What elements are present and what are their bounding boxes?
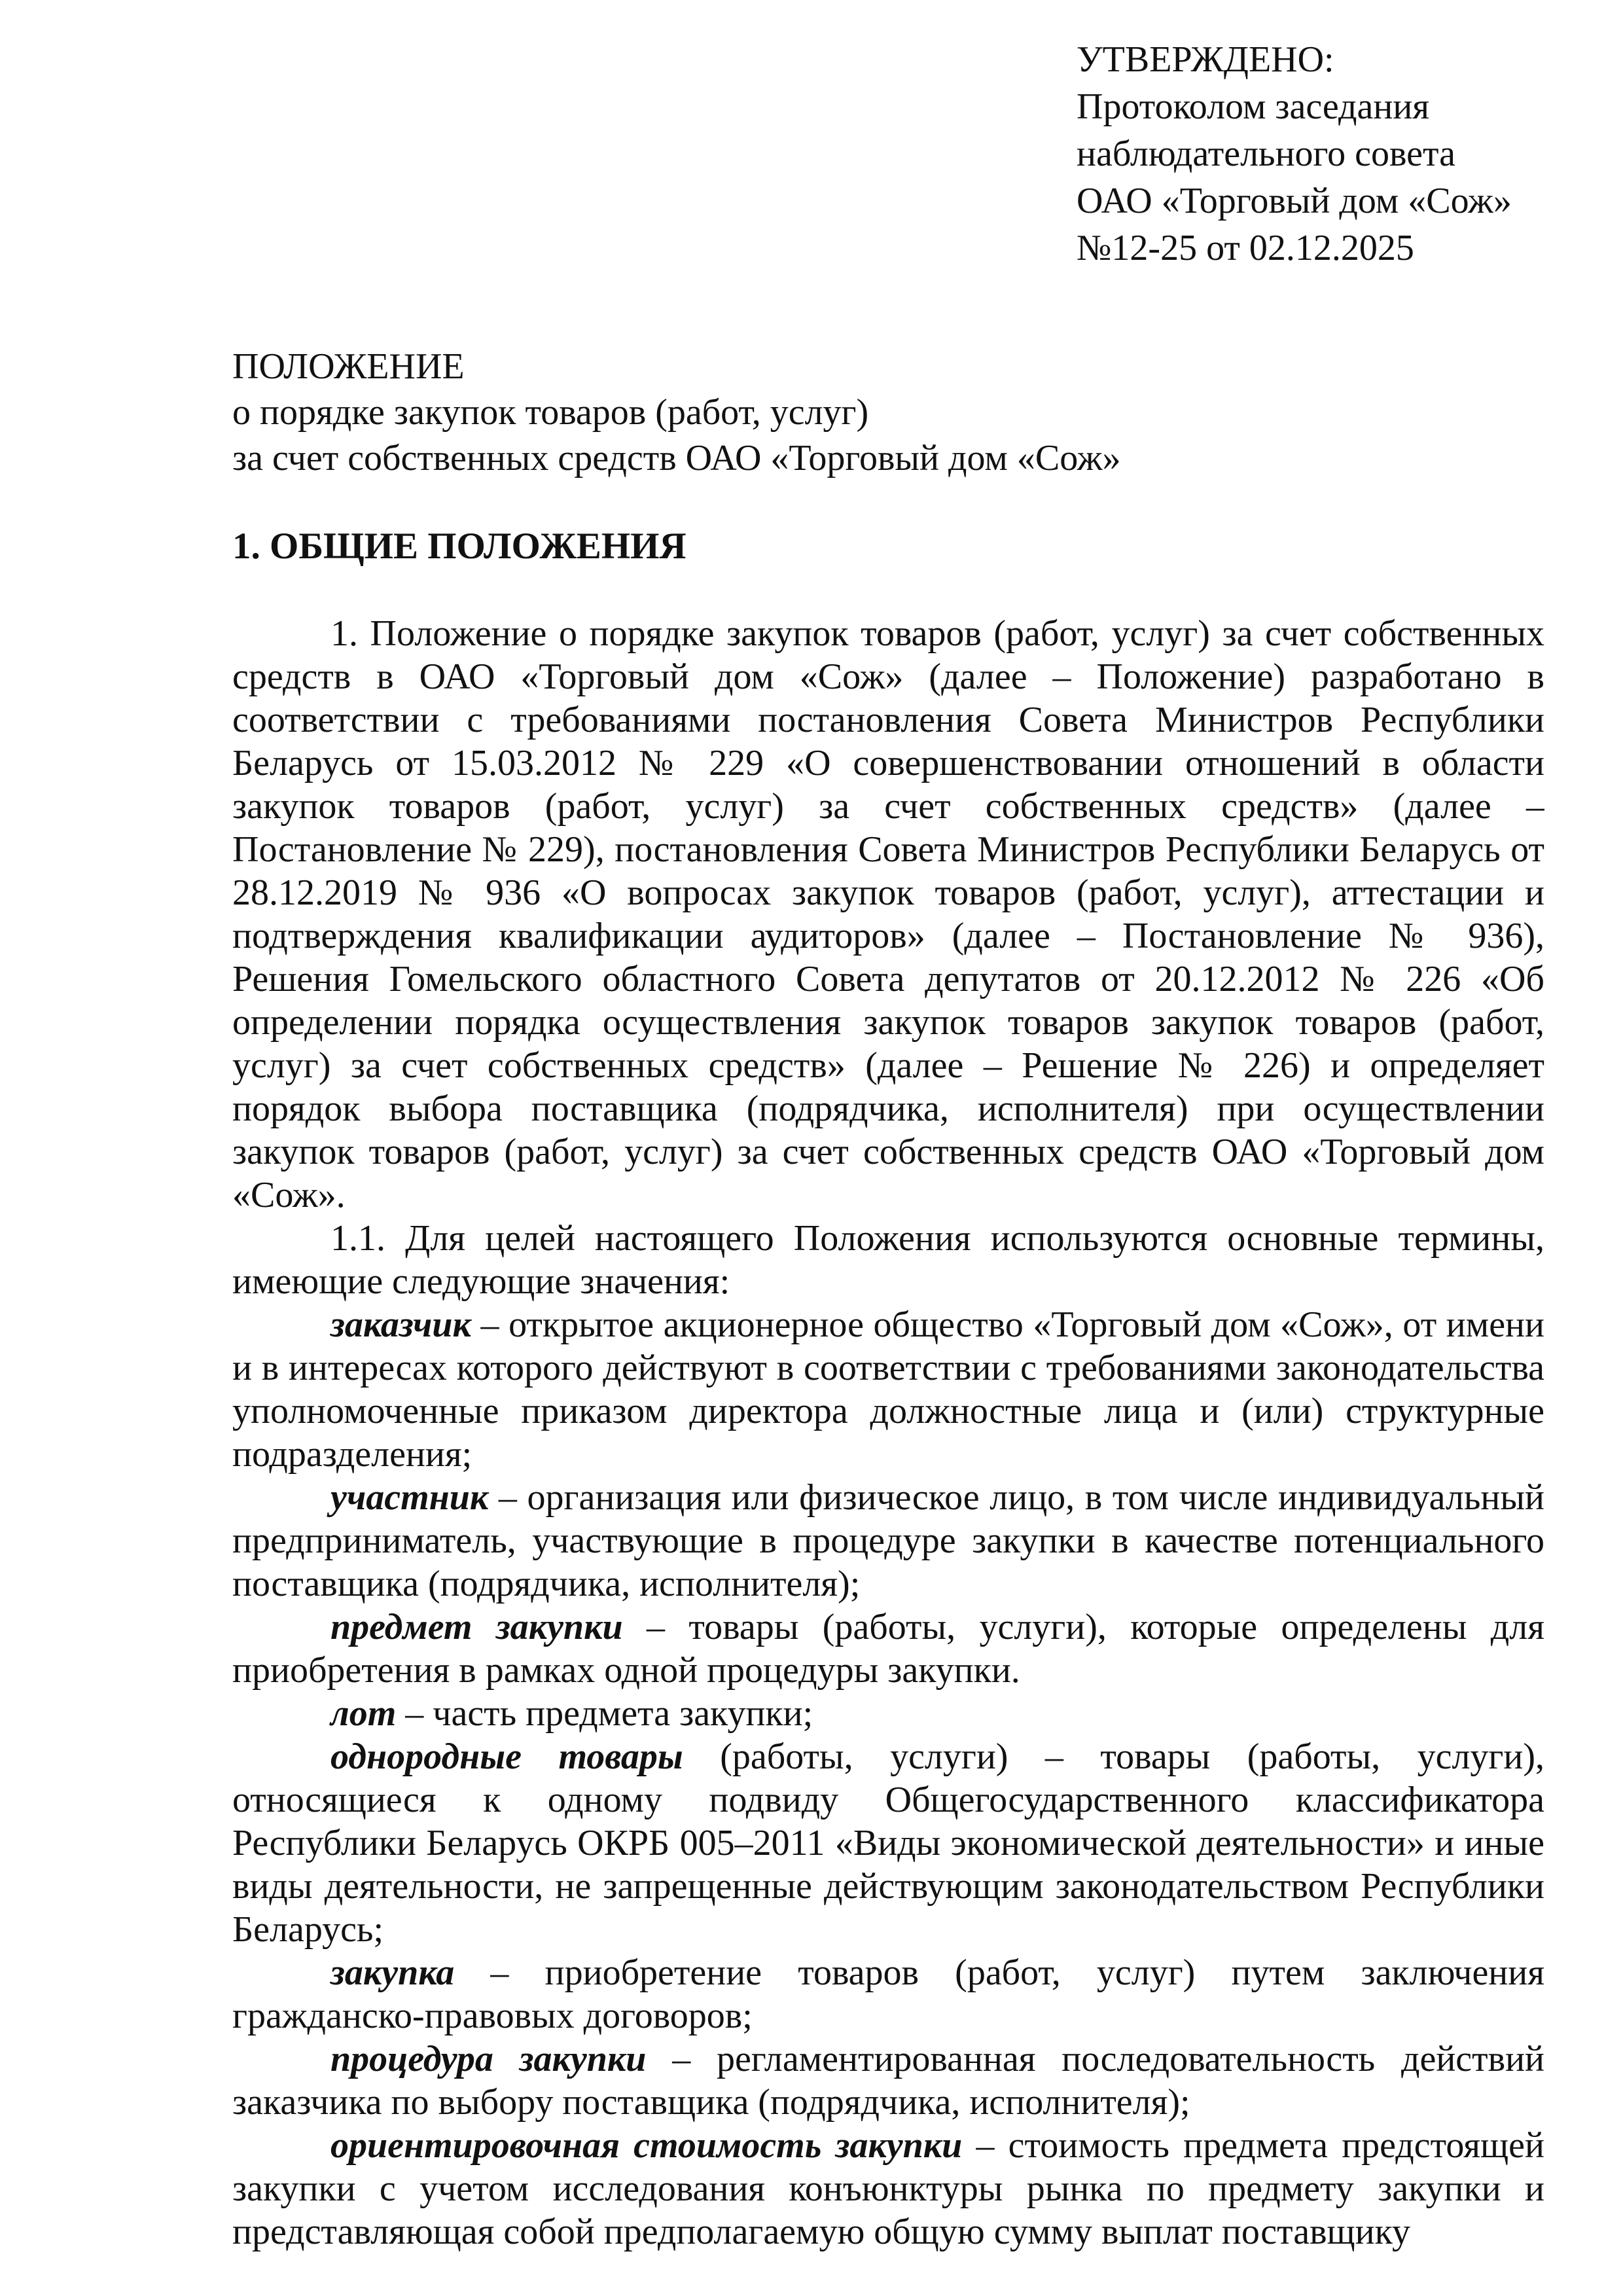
document-title-heading: ПОЛОЖЕНИЕ <box>232 346 465 387</box>
paragraph: 1.1. Для целей настоящего Положения используются основные термины, имеющие следующие значения: <box>232 1218 1544 1302</box>
definition-text: – товары (работы, услуги), которые определены для приобретения в рамках одной процедуры закупки. <box>232 1607 1544 1691</box>
definition-term: предмет закупки <box>330 1607 623 1647</box>
definition-text: – открытое акционерное общество «Торговый дом «Сож», от имени и в интересах которого действуют в соответствии с требованиями законодательства уполномоченные приказом директора должностные лица и (или) структурные подразделения; <box>232 1304 1544 1475</box>
definition-item <box>232 1303 1544 1476</box>
definition-term: заказчик <box>330 1304 471 1345</box>
definition-item <box>232 2124 1544 2253</box>
definition-item <box>232 1951 1544 2037</box>
approval-line: Протоколом заседания <box>1077 86 1430 127</box>
document-title <box>232 344 1544 481</box>
definition-item <box>232 2037 1544 2124</box>
definition-term: участник <box>330 1477 489 1518</box>
approval-line: наблюдательного совета <box>1077 134 1455 174</box>
approval-heading: УТВЕРЖДЕНО: <box>1077 39 1334 80</box>
definition-text: – регламентированная последовательность действий заказчика по выбору поставщика (подрядчика, исполнителя); <box>232 2039 1544 2123</box>
definition-text: (работы, услуги) – товары (работы, услуги), относящиеся к одному подвиду Общегосударственного классификатора Республики Беларусь ОКРБ 005–2011 «Виды экономической деятельности» и иные виды деятельности, не запрещенные действующим законодательством Республики Беларусь; <box>232 1736 1544 1950</box>
definition-text: – приобретение товаров (работ, услуг) путем заключения гражданско-правовых договоров; <box>232 1952 1544 2036</box>
approval-stamp-block <box>1077 36 1587 272</box>
definition-term: процедура закупки <box>330 2039 647 2079</box>
definition-term: лот <box>330 1693 397 1734</box>
definition-text: – часть предмета закупки; <box>396 1693 813 1734</box>
section-heading: 1. ОБЩИЕ ПОЛОЖЕНИЯ <box>232 526 687 567</box>
paragraph: 1. Положение о порядке закупок товаров (работ, услуг) за счет собственных средств в ОАО «Торговый дом «Сож» (далее – Положение) разработано в соответствии с требованиями постановления Совета Министров Республики Беларусь от 15.03.2012 № 229 «О совершенствовании отношений в области закупок товаров (работ, услуг) за счет собственных средств» (далее – Постановление № 229), постановления Совета Министров Республики Беларусь от 28.12.2019 № 936 «О вопросах закупок товаров (работ, услуг), аттестации и подтверждения квалификации аудиторов» (далее – Постановление № 936), Решения Гомельского областного Совета депутатов от 20.12.2012 № 226 «Об определении порядка осуществления закупок товаров закупок товаров (работ, услуг) за счет собственных средств» (далее – Решение № 226) и определяет порядок выбора поставщика (подрядчика, исполнителя) при осуществлении закупок товаров (работ, услуг) за счет собственных средств ОАО «Торговый дом «Сож». <box>232 613 1544 1215</box>
definition-item <box>232 1605 1544 1692</box>
definition-item <box>232 1735 1544 1951</box>
definition-item <box>232 1692 1544 1735</box>
approval-protocol-number: №12-25 от 02.12.2025 <box>1077 228 1414 268</box>
approval-organization: ОАО «Торговый дом «Сож» <box>1077 181 1512 221</box>
definition-term: закупка <box>330 1952 455 1993</box>
document-title-subtitle: о порядке закупок товаров (работ, услуг) <box>232 392 869 433</box>
definition-text: – организация или физическое лицо, в том числе индивидуальный предприниматель, участвующие в процедуре закупки в качестве потенциального поставщика (подрядчика, исполнителя); <box>232 1477 1544 1604</box>
definition-term: однородные товары <box>330 1736 683 1777</box>
definition-item <box>232 1476 1544 1605</box>
document-title-subtitle: за счет собственных средств ОАО «Торговый дом «Сож» <box>232 438 1121 478</box>
document-body <box>232 612 1544 2296</box>
definition-term: ориентировочная стоимость закупки <box>330 2125 963 2166</box>
definition-text: – стоимость предмета предстоящей закупки с учетом исследования конъюнктуры рынка по предмету закупки и представляющая собой предполагаемую общую сумму выплат поставщику <box>232 2125 1544 2252</box>
